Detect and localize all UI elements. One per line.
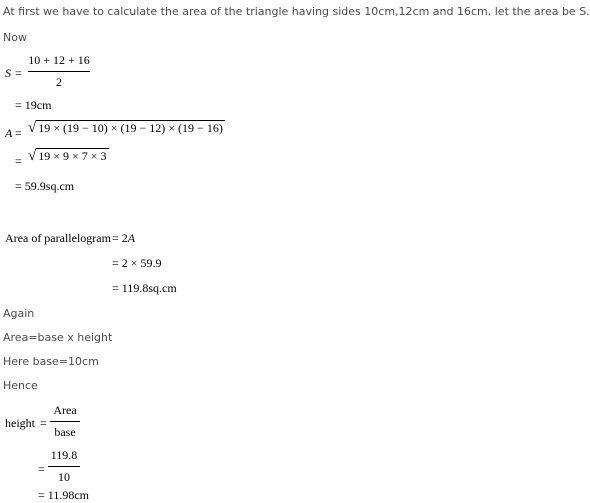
height-fraction-2 <box>48 448 80 485</box>
s-variable: S <box>5 66 11 80</box>
equals-sign: = <box>15 126 22 140</box>
height-numerator: Area <box>53 403 77 417</box>
equals-sign: = <box>38 462 45 476</box>
sqrt-icon: √ <box>28 120 37 136</box>
height-fraction <box>50 403 80 440</box>
fraction-bar <box>28 71 90 72</box>
again-label: Again <box>3 307 35 320</box>
equals-sign: = <box>15 66 22 80</box>
height-numerator-2: 119.8 <box>50 448 78 462</box>
s-fraction <box>28 53 90 90</box>
hence-label: Hence <box>3 379 38 392</box>
fraction-bar <box>48 466 80 467</box>
sqrt-icon: √ <box>28 148 37 164</box>
equals-sign: = <box>40 416 47 430</box>
parallelogram-eq3: = 119.8sq.cm <box>112 281 177 295</box>
parallelogram-eq1-text: = 2 <box>112 231 128 245</box>
now-label: Now <box>3 31 27 44</box>
parallelogram-eq1-var: A <box>127 231 136 245</box>
intro-text: At first we have to calculate the area of the triangle having sides 10cm,12cm and 16cm. let the area be S. <box>3 5 590 18</box>
area-formula: Area=base x height <box>3 331 113 344</box>
equals-sign: = <box>15 154 22 168</box>
a-radical <box>28 120 225 137</box>
s-denominator: 2 <box>56 75 62 89</box>
height-label: height <box>5 416 35 430</box>
height-value: = 11.98cm <box>38 488 89 502</box>
s-numerator: 10 + 12 + 16 <box>28 53 90 67</box>
height-denominator: base <box>54 425 76 439</box>
s-value: = 19cm <box>15 98 52 112</box>
parallelogram-label: Area of parallelogram <box>5 231 111 245</box>
a-radicand: 19 × (19 − 10) × (19 − 12) × (19 − 16) <box>38 121 223 135</box>
parallelogram-eq2: = 2 × 59.9 <box>112 256 162 270</box>
here-base: Here base=10cm <box>3 355 99 368</box>
fraction-bar <box>50 421 80 422</box>
a-value: = 59.9sq.cm <box>15 179 75 193</box>
a-radicand-simplified: 19 × 9 × 7 × 3 <box>38 149 107 163</box>
a-radical-simplified <box>28 148 109 165</box>
parallelogram-eq1 <box>112 231 135 246</box>
height-denominator-2: 10 <box>58 470 70 484</box>
a-variable: A <box>5 126 13 140</box>
